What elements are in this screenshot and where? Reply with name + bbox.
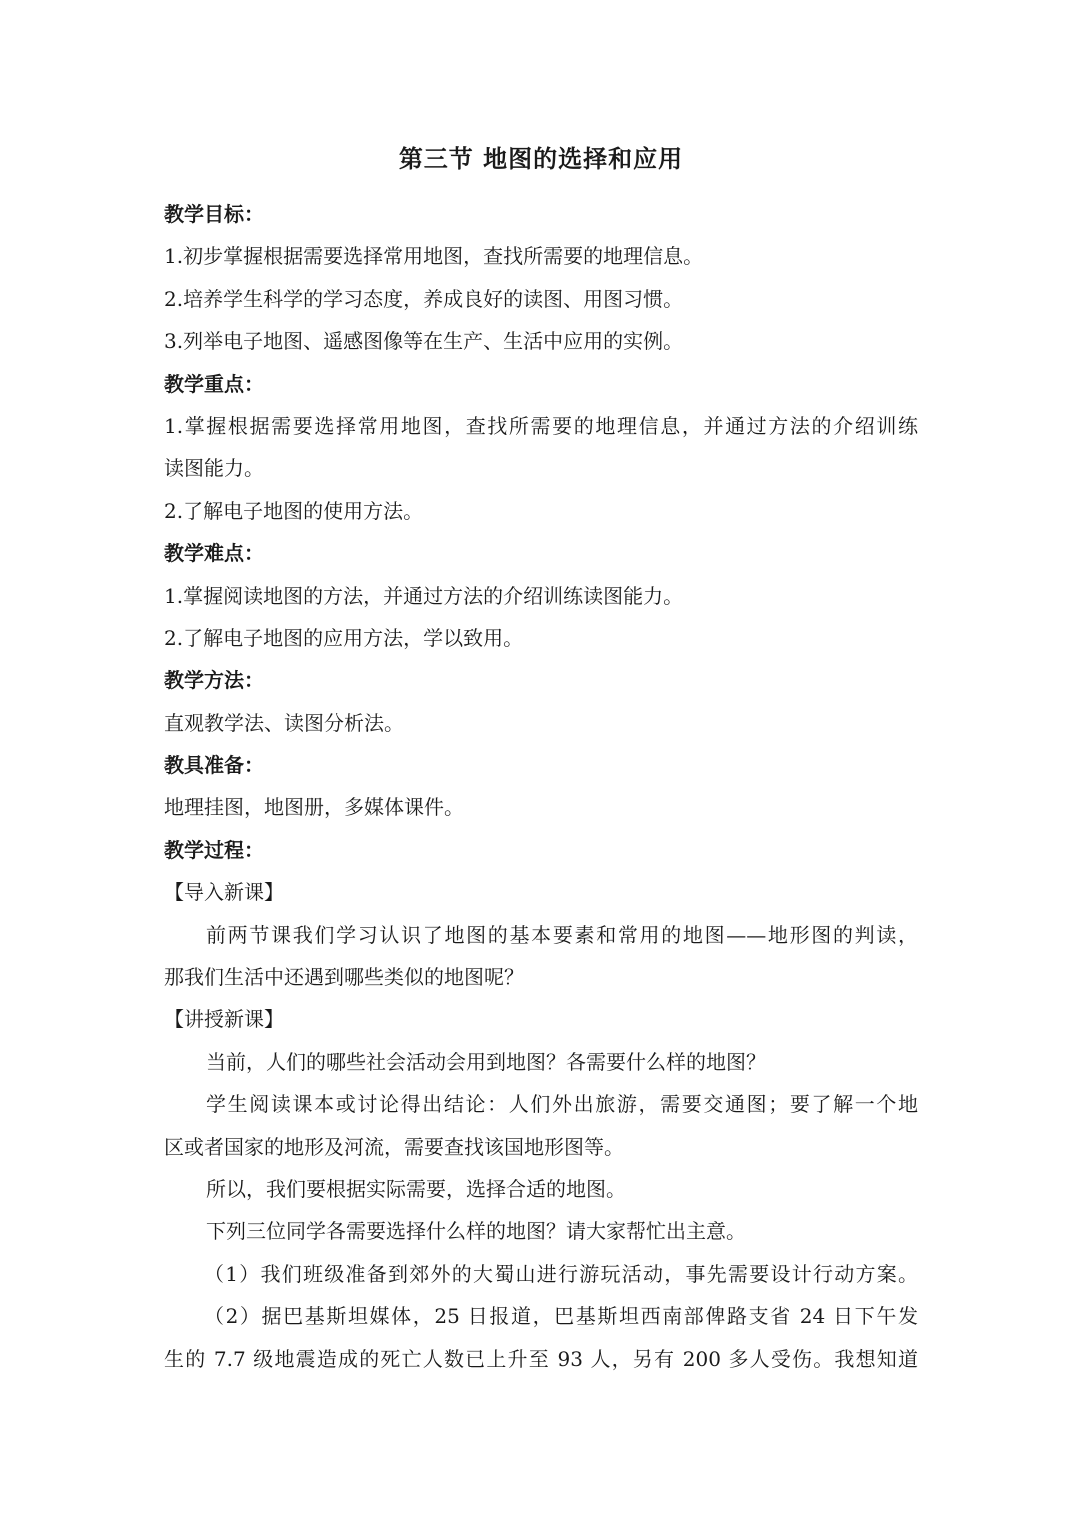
tools-heading: 教具准备：	[164, 753, 264, 778]
lecture-paragraph-line: 所以，我们要根据实际需要，选择合适的地图。	[206, 1176, 626, 1201]
method-item: 直观教学法、读图分析法。	[164, 710, 404, 735]
objective-item: 3.列举电子地图、遥感图像等在生产、生活中应用的实例。	[164, 329, 684, 354]
intro-paragraph-line: 前两节课我们学习认识了地图的基本要素和常用的地图——地形图的判读，	[206, 922, 918, 947]
document-page	[164, 142, 918, 1380]
lecture-paragraph-line: 生的 7.7 级地震造成的死亡人数已上升至 93 人，另有 200 多人受伤。我想知道	[164, 1346, 918, 1371]
key-point-item: 2.了解电子地图的使用方法。	[164, 498, 424, 523]
difficulties-heading: 教学难点：	[164, 541, 264, 566]
lecture-paragraph-line: （1）我们班级准备到郊外的大蜀山进行游玩活动，事先需要设计行动方案。	[204, 1261, 918, 1286]
objective-item: 1.初步掌握根据需要选择常用地图，查找所需要的地理信息。	[164, 244, 704, 269]
key-point-item: 1.掌握根据需要选择常用地图，查找所需要的地理信息，并通过方法的介绍训练	[164, 413, 918, 438]
process-heading: 教学过程：	[164, 837, 264, 862]
methods-heading: 教学方法：	[164, 668, 264, 693]
difficulty-item: 2.了解电子地图的应用方法，学以致用。	[164, 625, 524, 650]
page-title: 第三节 地图的选择和应用	[398, 144, 684, 173]
objective-item: 2.培养学生科学的学习态度，养成良好的读图、用图习惯。	[164, 286, 684, 311]
lecture-paragraph-line: （2）据巴基斯坦媒体，25 日报道，巴基斯坦西南部俾路支省 24 日下午发	[204, 1304, 918, 1329]
key-point-item: 读图能力。	[164, 456, 264, 481]
lecture-paragraph-line: 学生阅读课本或讨论得出结论：人们外出旅游，需要交通图；要了解一个地	[206, 1092, 918, 1117]
lecture-paragraph-line: 区或者国家的地形及河流，需要查找该国地形图等。	[164, 1134, 624, 1159]
intro-label: 【导入新课】	[164, 880, 284, 905]
lecture-label: 【讲授新课】	[164, 1007, 284, 1032]
lecture-paragraph-line: 下列三位同学各需要选择什么样的地图？请大家帮忙出主意。	[206, 1219, 746, 1244]
key-points-heading: 教学重点：	[164, 371, 264, 396]
objectives-heading: 教学目标：	[164, 202, 264, 226]
tool-item: 地理挂图，地图册，多媒体课件。	[164, 795, 464, 820]
lecture-paragraph-line: 当前，人们的哪些社会活动会用到地图？各需要什么样的地图？	[206, 1049, 766, 1074]
intro-paragraph-line: 那我们生活中还遇到哪些类似的地图呢？	[164, 965, 524, 990]
difficulty-item: 1.掌握阅读地图的方法，并通过方法的介绍训练读图能力。	[164, 583, 684, 608]
